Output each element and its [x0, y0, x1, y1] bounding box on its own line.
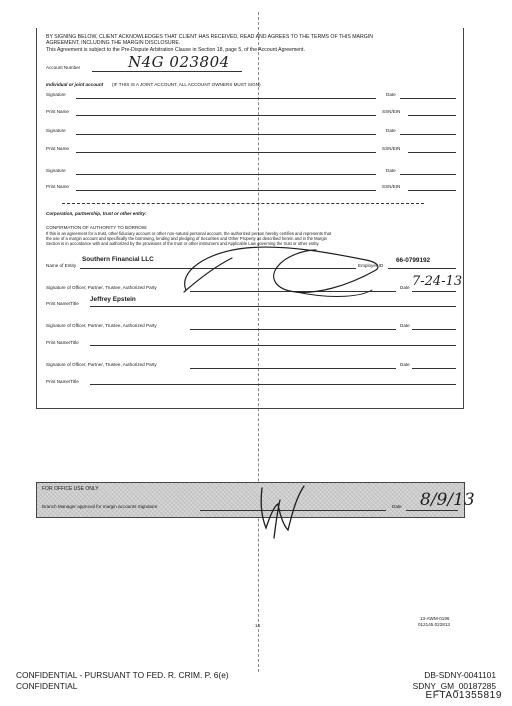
office-use-title: FOR OFFICE USE ONLY	[42, 486, 99, 492]
print-title-label: Print Name/Title	[46, 379, 79, 384]
individual-row-right-label: SSN/EIN	[382, 109, 401, 114]
individual-row-right-label: SSN/EIN	[382, 146, 401, 151]
confirmation-text-2: the use of a margin account and specifically the borrowing, lending and pledging of Securities and Other Property as described herein and in the Margin	[46, 236, 327, 241]
entity-label: Name of Entity	[46, 263, 77, 268]
signature-line	[76, 98, 376, 99]
date-label: Date	[400, 285, 410, 290]
section-separator	[62, 203, 424, 204]
office-date-value: 8/9/13	[420, 490, 475, 510]
officer-signature-label: Signature of Officer, Partner, Trustee, Authorized Party	[46, 362, 157, 367]
individual-row-label: Print Name	[46, 184, 69, 189]
individual-row-right-label: SSN/EIN	[382, 184, 401, 189]
date-line	[412, 329, 456, 330]
date-line	[412, 368, 456, 369]
individual-row-label: Signature	[46, 92, 66, 97]
confirmation-text-1: If this is an agreement for a trust, other fiduciary account or other non-natural personal account, the authorized person hereby certifies and represents that	[46, 231, 332, 236]
confidential-notice-2: CONFIDENTIAL	[16, 681, 78, 691]
officer-signature-line	[190, 329, 396, 330]
individual-row-label: Print Name	[46, 109, 69, 114]
ssn-line	[408, 115, 456, 116]
date-line	[400, 98, 456, 99]
signature-line	[76, 134, 376, 135]
date-label: Date	[400, 323, 410, 328]
individual-row-label: Print Name	[46, 146, 69, 151]
ssn-line	[408, 152, 456, 153]
print-title-line	[90, 345, 456, 346]
confirmation-text-3: Section is in accordance with and authorized by the provisions of the trust or other instrument and Applicable Law governing the trust or other entity.	[46, 241, 320, 246]
signature-line	[76, 174, 376, 175]
print-title-label: Print Name/Title	[46, 301, 79, 306]
date-line	[412, 291, 456, 292]
individual-row-label: Signature	[46, 168, 66, 173]
individual-row-right-label: Date	[386, 92, 396, 97]
individual-note: (IF THIS IS A JOINT ACCOUNT, ALL ACCOUNT OWNERS MUST SIGN)	[112, 82, 261, 87]
form-code-1: 13-AWM-0196	[420, 616, 450, 621]
office-date-label: Date	[392, 504, 402, 509]
signed-date-value: 7-24-13	[412, 274, 463, 289]
print-name-line	[76, 115, 376, 116]
print-title-label: Print Name/Title	[46, 340, 79, 345]
date-line	[400, 134, 456, 135]
arbitration-clause: This Agreement is subject to the Pre-Dispute Arbitration Clause in Section 18, page 5, of the Account Agreement.	[46, 47, 305, 53]
account-number-value: N4G 023804	[128, 53, 230, 71]
date-label: Date	[400, 362, 410, 367]
acknowledgement-line-2: AGREEMENT, INCLUDING THE MARGIN DISCLOSURE.	[46, 40, 181, 46]
account-number-line	[92, 71, 242, 72]
individual-row-label: Signature	[46, 128, 66, 133]
individual-row-right-label: Date	[386, 128, 396, 133]
officer-signature-label: Signature of Officer, Partner, Trustee, Authorized Party	[46, 323, 157, 328]
print-name-line	[76, 190, 376, 191]
employer-id-label: Employer ID	[358, 263, 384, 268]
print-title-value: Jeffrey Epstein	[90, 296, 136, 303]
form-code-2: 012145.022813	[418, 622, 450, 627]
branch-manager-signature	[244, 478, 314, 542]
entity-value: Southern Financial LLC	[82, 256, 154, 263]
print-name-line	[76, 152, 376, 153]
branch-approval-label: Branch Manager approval for margin accounts Signature	[42, 504, 158, 509]
individual-row-right-label: Date	[386, 168, 396, 173]
individual-heading: Individual or joint account	[46, 82, 104, 87]
office-date-line	[406, 510, 458, 511]
confidential-notice-1: CONFIDENTIAL - PURSUANT TO FED. R. CRIM. P. 6(e)	[16, 670, 229, 680]
account-number-label: Account Number	[46, 65, 81, 70]
acknowledgement-line-1: BY SIGNING BELOW, CLIENT ACKNOWLEDGES THAT CLIENT HAS RECEIVED, READ AND AGREES TO THE TERMS OF THIS MARGIN	[46, 34, 373, 40]
officer-signature-label: Signature of Officer, Partner, Trustee, Authorized Party	[46, 285, 157, 290]
bates-number-2: SDNY_GM_00187285	[412, 681, 496, 691]
corporation-heading: Corporation, partnership, trust or other entity:	[46, 211, 147, 216]
employer-id-value: 66-0799192	[396, 257, 431, 264]
bates-number-1: DB-SDNY-0041101	[424, 670, 496, 680]
bates-number-3: EFTA01355819	[425, 690, 502, 701]
print-title-line	[90, 384, 456, 385]
officer-signature-line	[190, 368, 396, 369]
date-line	[400, 174, 456, 175]
confirmation-title: CONFIRMATION OF AUTHORITY TO BORROW:	[46, 225, 148, 230]
ssn-line	[408, 190, 456, 191]
page-number: 14	[255, 623, 261, 628]
handwritten-signature	[176, 232, 406, 312]
